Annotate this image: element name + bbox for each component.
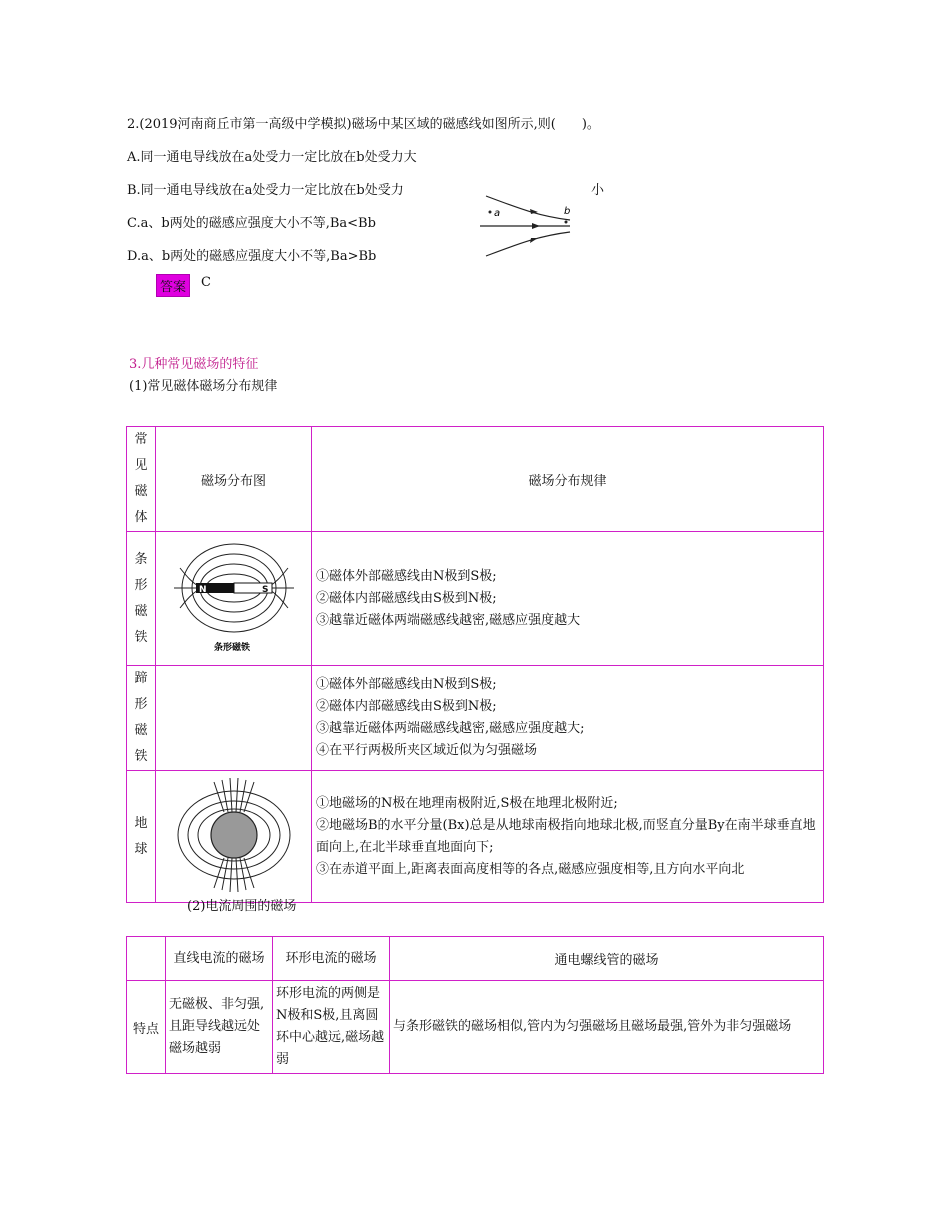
earth-figure-cell: [156, 771, 312, 903]
answer-value: C: [201, 275, 211, 290]
table-header-row: [127, 427, 824, 532]
table-row: [127, 532, 824, 666]
row-name-horseshoe: 蹄 形 磁 铁: [127, 666, 156, 771]
header-empty: [127, 937, 166, 981]
earth-field-figure: [174, 774, 294, 896]
pole-s-label: S: [261, 584, 268, 595]
label-a: a: [494, 208, 501, 219]
section-title: 3.几种常见磁场的特征: [129, 357, 259, 372]
option-d: D.a、b两处的磁感应强度大小不等,Ba>Bb: [127, 249, 377, 264]
option-b-tail: 小: [591, 183, 605, 198]
label-b: b: [564, 206, 571, 217]
header-straight-current: 直线电流的磁场: [166, 937, 273, 981]
earth-rules: ①地磁场的N极在地理南极附近,S极在地理北极附近; ②地磁场B的水平分量(Bx)总是从地球南极指向地球北极,而竖直分量By在南半球垂直地面向上,在北半球垂直地面向下; ③在赤道平面上,距离表面高度相等的各点,磁感应强度相等,且方向水平向北: [312, 771, 824, 903]
magnet-table: [126, 426, 824, 903]
field-line-figure: [478, 190, 578, 262]
table-row: [127, 981, 824, 1074]
header-rules: 磁场分布规律: [312, 427, 824, 532]
horseshoe-rules: ①磁体外部磁感线由N极到S极; ②磁体内部磁感线由S极到N极; ③越靠近磁体两端磁感线越密,磁感应强度越大; ④在平行两极所夹区域近似为匀强磁场: [312, 666, 824, 771]
table-row: [127, 771, 824, 903]
straight-current-feature: 无磁极、非匀强,且距导线越远处磁场越弱: [166, 981, 273, 1074]
header-magnet-type: 常 见 磁 体: [127, 427, 156, 532]
header-ring-current: 环形电流的磁场: [273, 937, 390, 981]
horseshoe-figure-cell: [156, 666, 312, 771]
row-label-feature: 特点: [127, 981, 166, 1074]
point-a: [489, 211, 492, 214]
current-field-table: [126, 936, 824, 1074]
table-header-row: [127, 937, 824, 981]
point-b: [565, 221, 568, 224]
option-a: A.同一通电导线放在a处受力一定比放在b处受力大: [127, 150, 417, 165]
row-name-earth: 地 球: [127, 771, 156, 903]
pole-n-label: N: [198, 584, 207, 595]
bar-magnet-figure: [174, 538, 294, 656]
answer-label: 答案: [156, 274, 190, 297]
subsection-magnets: (1)常见磁体磁场分布规律: [129, 379, 278, 394]
option-b: B.同一通电导线放在a处受力一定比放在b处受力: [127, 183, 404, 198]
option-c: C.a、b两处的磁感应强度大小不等,Ba<Bb: [127, 216, 376, 231]
question-stem: 2.(2019河南商丘市第一高级中学模拟)磁场中某区域的磁感线如图所示,则( )。: [127, 117, 600, 132]
bar-magnet-caption: 条形磁铁: [213, 642, 250, 653]
header-solenoid: 通电螺线管的磁场: [390, 937, 824, 981]
ring-current-feature: 环形电流的两侧是N极和S极,且离圆环中心越远,磁场越弱: [273, 981, 390, 1074]
table-row: [127, 666, 824, 771]
bar-magnet-rules: ①磁体外部磁感线由N极到S极; ②磁体内部磁感线由S极到N极; ③越靠近磁体两端磁感线越密,磁感应强度越大: [312, 532, 824, 666]
row-name-bar: 条 形 磁 铁: [127, 532, 156, 666]
bar-magnet-figure-cell: [156, 532, 312, 666]
header-figure: 磁场分布图: [156, 427, 312, 532]
solenoid-feature: 与条形磁铁的磁场相似,管内为匀强磁场且磁场最强,管外为非匀强磁场: [390, 981, 824, 1074]
subsection-currents: (2)电流周围的磁场: [187, 899, 297, 914]
